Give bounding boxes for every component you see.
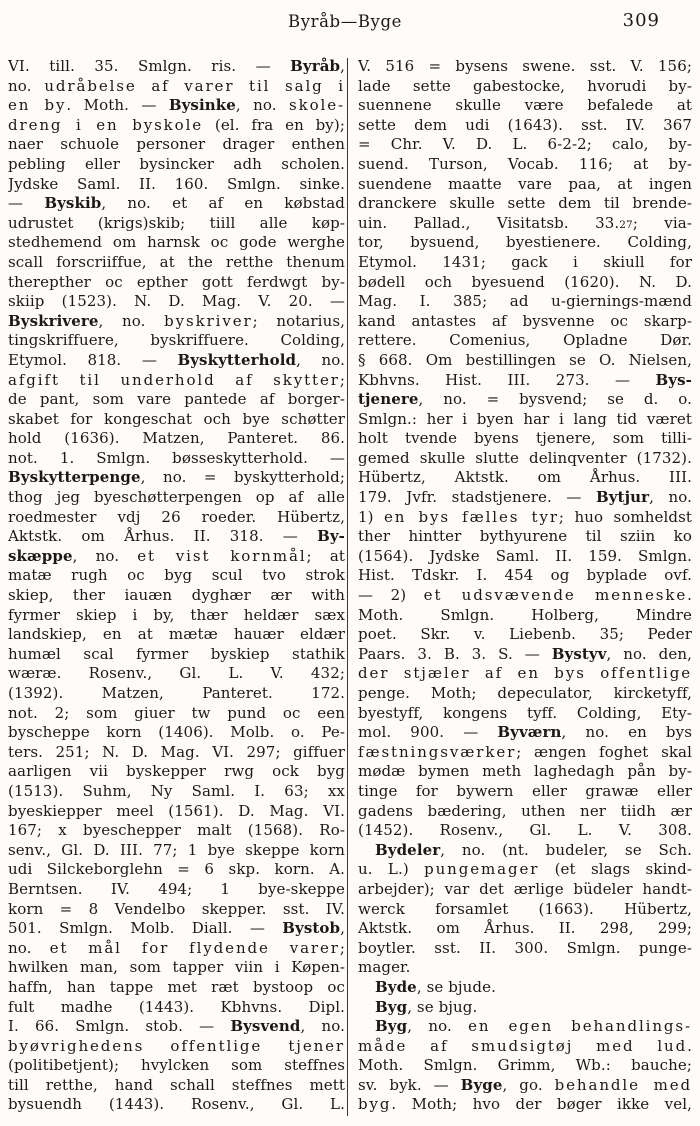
text-line [358,1095,692,1115]
body-text: not. 2; som giuer tw pund oc een [8,703,345,722]
body-text: thog jeg byeschøtterpengen op af alle [8,488,345,507]
text-line [358,449,692,469]
text-line [8,77,345,97]
text-line [8,606,345,626]
body-text: hwilken man, som tapper viin i Køpen- [8,958,345,977]
text-line [358,429,692,449]
letterspaced-text: byskriver [164,311,253,330]
text-line [8,645,345,665]
text-line [358,57,692,77]
body-text: , no. = byskytterhold; [140,468,345,487]
entry-headword: Bystyv [551,644,607,663]
text-line [358,1056,692,1076]
text-line [8,664,345,684]
body-text: ters. 251; N. D. Mag. VI. 297; giffuer [8,742,345,761]
body-text: matæ rugh oc byg scul tvo strok [8,566,345,585]
body-text: poet. Skr. v. Liebenb. 35; Peder [358,625,692,644]
body-text: de pant, som vare pantede af borger- [8,390,345,409]
body-text: , no. [649,488,692,507]
body-text: hold (1636). Matzen, Panteret. 86. [8,429,345,448]
text-line [358,312,692,332]
body-text: holt tvende byens tjenere, som tilli- [358,429,692,448]
body-text: , no. [72,546,138,565]
body-text: (1392). Matzen, Panteret. 172. [8,684,345,702]
body-text: , no. en bys [561,723,692,742]
running-title: Byråb—Byge [287,12,402,31]
body-text: wæræ. Rosenv., Gl. L. V. 432; [8,664,345,683]
text-line [358,704,692,724]
body-text: suennene skulle være befalede at [358,96,692,115]
entry-headword: Byskytterhold [177,350,297,369]
small-text: 27 [619,218,633,231]
body-text: kand antastes af bysvenne oc skarp- [358,311,692,330]
body-text: 167; x byeschepper malt (1568). Ro- [8,821,345,840]
letterspaced-text: udråbelse af varer til salg i [44,76,345,95]
text-line [8,625,345,645]
text-line [358,782,692,802]
body-text: , no. [296,350,345,369]
body-text: (1564). Jydske Saml. II. 159. Smlgn. [358,546,692,565]
text-line [358,664,692,684]
text-line [358,1017,692,1037]
body-text: boytler. sst. II. 300. Smlgn. punge- [358,938,692,957]
text-line [358,566,692,586]
body-text: penge. Moth; depeculator, kircketyff, [358,684,692,702]
column-divider [347,58,348,1116]
body-text: bødell och byesuend (1620). N. D. [358,272,692,291]
entry-headword: Bystob [282,919,341,938]
body-text: Moth. Smlgn. Grimm, Wb.: bauche; [358,1056,692,1075]
text-line [8,351,345,371]
body-text: (1513). Suhm, Ny Saml. I. 63; xx [8,781,345,800]
body-text: , no. [98,311,165,330]
letterspaced-text: byøvrighedens offentlige tjener [8,1036,345,1055]
body-text: u. L.) [358,860,425,879]
body-text: — [8,194,45,213]
body-text: gadens bædering, uthen ner tiidh ær [358,801,692,820]
text-line [8,273,345,293]
body-text: (politibetjent); hvylcken som steffnes [8,1056,345,1075]
text-line [8,684,345,704]
body-text: no. [8,76,45,95]
text-line [8,1095,345,1115]
text-line [358,488,692,508]
text-line [8,214,345,234]
body-text: suendene maatte vare paa, at ingen [358,174,692,193]
text-line [8,958,345,978]
body-text: § 668. Om bestillingen se O. Nielsen, [358,350,692,369]
text-line [8,233,345,253]
letterspaced-text: et vist kornmål [137,546,307,565]
entry-headword: Bys- [655,370,692,389]
text-line [8,175,345,195]
entry-headword: Byværn [497,723,562,742]
body-text: werck forsamlet (1663). Hübertz, [358,899,692,918]
body-text: , se bjude. [416,977,496,996]
body-text: VI. till. 35. Smlgn. ris. — [8,57,291,75]
body-text: , no. (nt. budeler, se Sch. [440,840,692,859]
body-text: , no. [407,1017,469,1036]
text-line [8,253,345,273]
body-text: sette dem udi (1643). sst. IV. 367 [358,115,692,134]
body-text: Aktstk. om Århus. II. 298, 299; [358,919,692,938]
body-text: therepther oc epther gott ferdwgt by- [8,272,345,291]
letterspaced-text: fæstningsværker [358,742,517,761]
body-text: Kbhvns. Hist. III. 273. — [358,370,656,389]
entry-headword: skæppe [8,546,73,565]
text-line [358,684,692,704]
body-text: , no. [300,1017,345,1036]
letterspaced-text: der stjæler af en bys offentlige [358,664,692,683]
text-line [358,762,692,782]
text-line [8,860,345,880]
text-line [8,802,345,822]
text-line [358,743,692,763]
body-text: 179. Jvfr. stadstjenere. — [358,488,596,507]
body-text: Paars. 3. B. 3. S. — [358,644,552,663]
text-line [358,978,692,998]
text-line [8,155,345,175]
text-line [8,821,345,841]
left-column [8,57,345,1115]
body-text: . Moth. — [66,96,169,115]
text-line [358,508,692,528]
text-line [8,782,345,802]
entry-headword: Bytjur [595,488,650,507]
text-line [358,468,692,488]
text-line [358,214,692,234]
text-line [358,135,692,155]
body-text: mol. 900. — [358,723,498,742]
text-line [8,1017,345,1037]
text-line [358,77,692,97]
body-text: ; [339,370,345,389]
text-line [358,390,692,410]
entry-headword: Byg [375,1017,408,1036]
body-text: haffn, han tappe met ræt bystoop oc [8,977,345,996]
body-text: . [687,586,692,605]
letterspaced-text: et udsvævende menneske [423,586,688,605]
letterspaced-text: afgift til underhold af skytter [8,370,340,389]
text-line [8,96,345,116]
body-text: , go. [502,1075,555,1094]
body-text: scall forscriiffue, at the retthe thenum [8,252,345,271]
text-line [8,880,345,900]
body-text: byeskiepper meel (1561). D. Mag. VI. [8,801,345,820]
body-text: , [340,919,345,938]
body-text: korn = 8 Vendelbo skepper. sst. IV. [8,899,345,918]
text-line [358,958,692,978]
body-text: (1452). Rosenv., Gl. L. V. 308. [358,821,692,840]
letterspaced-text: en egen behandlings- [468,1017,692,1036]
text-line [8,1076,345,1096]
text-line [358,292,692,312]
text-line [8,527,345,547]
entry-headword: Byskytterpenge [8,468,141,487]
body-text: arbejder); var det ærlige büdeler handt- [358,879,692,898]
letterspaced-text: skole- [289,96,345,115]
body-text: humæl scal fyrmer byskiep stathik [8,644,345,663]
body-text: senv., Gl. D. III. 77; 1 bye skeppe korn [8,840,345,859]
text-line [358,939,692,959]
text-line [8,547,345,567]
body-text: , [340,57,345,75]
letterspaced-text: en bys fælles tyr [383,507,559,526]
body-text: Aktstk. om Århus. II. 318. — [8,527,318,546]
body-text: Smlgn.: her i byen har i lang tid været [358,409,692,428]
text-line [358,606,692,626]
page-number: 309 [622,10,660,31]
body-text: Berntsen. IV. 494; 1 bye-skeppe [8,879,345,898]
text-line [8,723,345,743]
body-text: byscheppe korn (1406). Molb. o. Pe- [8,723,345,742]
body-text: (el. fra en by); [203,115,345,134]
body-text: roedmester vdj 26 roeder. Hübertz, [8,507,345,526]
body-text: (et slags skind- [539,860,692,879]
body-text: — 2) [358,586,424,605]
body-text: Jydske Saml. II. 160. Smlgn. sinke. [8,174,345,193]
text-line [358,625,692,645]
body-text: V. 516 = bysens swene. sst. V. 156; [358,57,692,75]
body-text: Moth. Smlgn. Holberg, Mindre [358,605,692,624]
text-line [8,449,345,469]
entry-headword: Byskib [44,194,102,213]
body-text: 1) [358,507,384,526]
text-line [358,998,692,1018]
text-line [358,547,692,567]
text-line [8,331,345,351]
body-text: fyrmer skiep i by, thær heldær sæx [8,605,345,624]
body-text: ; ængen foghet skal [516,742,692,761]
letterspaced-text: et mål for flydende varer [49,938,340,957]
body-text: . Moth; hvo der bøger ikke vel, [391,1095,692,1114]
body-text: suend. Turson, Vocab. 116; at by- [358,154,692,173]
text-line [358,253,692,273]
entry-headword: Bysvend [230,1017,301,1036]
letterspaced-text: pungemager [424,860,540,879]
body-text: uin. Pallad., Visitatsb. 33. [358,213,620,232]
body-text: ; at [306,546,345,565]
entry-headword: By- [317,527,345,546]
text-line [358,802,692,822]
text-line [8,410,345,430]
body-text: aarligen vii byskepper rwg ock byg [8,762,345,781]
text-line [8,586,345,606]
text-line [358,155,692,175]
body-text: ; [339,938,345,957]
letterspaced-text: behandle med [554,1075,692,1094]
text-line [8,468,345,488]
body-text: Mag. I. 385; ad u-giernings-mænd [358,292,692,311]
text-line [8,508,345,528]
text-line [8,1037,345,1057]
body-text: till retthe, hand schall steffnes mett [8,1075,345,1094]
text-line [8,1056,345,1076]
text-line [8,116,345,136]
body-text: landskiep, en at mætæ hauær eldær [8,625,345,644]
text-line [8,194,345,214]
text-line [358,586,692,606]
body-text: mager. [358,958,411,977]
body-text: udrustet (krigs)skib; tiill alle køp- [8,213,345,232]
body-text: ; notarius, [252,311,345,330]
body-text: skabet for kongeschat och bye schøtter [8,409,345,428]
text-line [358,645,692,665]
body-text: fult madhe (1443). Kbhvns. Dipl. [8,997,345,1016]
text-line [8,704,345,724]
body-text: rettere. Comenius, Opladne Dør. [358,331,692,350]
letterspaced-text: dreng i en byskole [8,115,204,134]
body-text: skiip (1523). N. D. Mag. V. 20. — [8,292,345,311]
body-text: , no. et af en købstad [101,194,345,213]
text-line [358,841,692,861]
text-line [8,390,345,410]
text-line [358,880,692,900]
right-column [358,57,692,1115]
text-line [8,135,345,155]
body-text: naer schuole personer drager enthen [8,135,345,154]
text-line [358,351,692,371]
body-text: ther hintter bythyurene til sziin ko [358,527,692,546]
body-text: Etymol. 1431; gack i skiull for [358,252,692,271]
body-text: 501. Smlgn. Molb. Diall. — [8,919,283,938]
text-line [8,566,345,586]
text-line [358,175,692,195]
body-text: bysuendh (1443). Rosenv., Gl. L. [8,1095,345,1114]
text-line [8,743,345,763]
text-line [358,96,692,116]
entry-headword: Byg [375,997,408,1016]
letterspaced-text: byg [358,1095,392,1114]
text-line [358,1037,692,1057]
entry-headword: tjenere [358,390,419,409]
text-line [358,194,692,214]
text-line [8,939,345,959]
body-text: mødæ bymen meth laghedagh pån by- [358,762,692,781]
text-line [8,978,345,998]
text-line [358,723,692,743]
text-line [358,233,692,253]
body-text: skiep, ther iauæn dyghær ær with [8,586,345,605]
body-text: I. 66. Smlgn. stob. — [8,1017,231,1036]
text-line [8,429,345,449]
body-text: ; huo somheldst [558,507,692,526]
body-text: gemed skulle slutte delinqventer (1732). [358,448,692,467]
text-line [8,998,345,1018]
text-line [8,919,345,939]
body-text: , no. [235,96,290,115]
body-text: , no. den, [606,644,692,663]
entry-headword: Byge [460,1075,503,1094]
body-text: Hist. Tdskr. I. 454 og byplade ovf. [358,566,692,585]
body-text: stedhemend om harnsk oc gode werghe [8,233,345,252]
text-line [8,312,345,332]
text-line [358,410,692,430]
text-line [358,273,692,293]
letterspaced-text: en by [8,96,67,115]
text-line [8,762,345,782]
text-line [8,488,345,508]
text-line [358,919,692,939]
text-line [358,900,692,920]
body-text: , no. = bysvend; se d. o. [418,390,692,409]
body-text: not. 1. Smlgn. bøsseskytterhold. — [8,448,345,467]
body-text: byestyff, kongens tyff. Colding, Ety- [358,703,692,722]
entry-headword: Byskrivere [8,311,99,330]
body-text: , se bjug. [407,997,478,1016]
body-text: dranckere skulle sette dem til brende- [358,194,692,213]
text-line [8,292,345,312]
body-text: no. [8,938,50,957]
body-text: tingskriffuere, byskriffuere. Colding, [8,331,345,350]
body-text: = Chr. V. D. L. 6-2-2; calo, by- [358,135,692,154]
text-line [358,331,692,351]
entry-headword: Bydeler [375,840,441,859]
entry-headword: Byde [375,977,417,996]
letterspaced-text: måde af smudsigtøj med lud [358,1036,688,1055]
body-text: Etymol. 818. — [8,350,178,369]
text-line [358,1076,692,1096]
text-line [358,116,692,136]
text-line [8,841,345,861]
body-text: tor, bysuend, byestienere. Colding, [358,233,692,252]
text-line [358,860,692,880]
body-text: ; via- [632,213,692,232]
entry-headword: Bysinke [168,96,236,115]
text-line [8,57,345,77]
body-text: sv. byk. — [358,1075,461,1094]
text-line [358,821,692,841]
body-text: udi Silckeborglehn = 6 skp. korn. A. [8,860,345,879]
body-text: Hübertz, Aktstk. om Århus. III. [358,468,692,487]
text-line [358,371,692,391]
text-line [358,527,692,547]
body-text: lade sette gabestocke, hvorudi by- [358,76,692,95]
text-line [8,900,345,920]
body-text: . [687,1036,692,1055]
body-text: tinge for bywern eller grawæ eller [358,781,692,800]
entry-headword: Byråb [290,57,341,75]
body-text: pebling eller bysincker adh scholen. [8,154,345,173]
text-line [8,371,345,391]
